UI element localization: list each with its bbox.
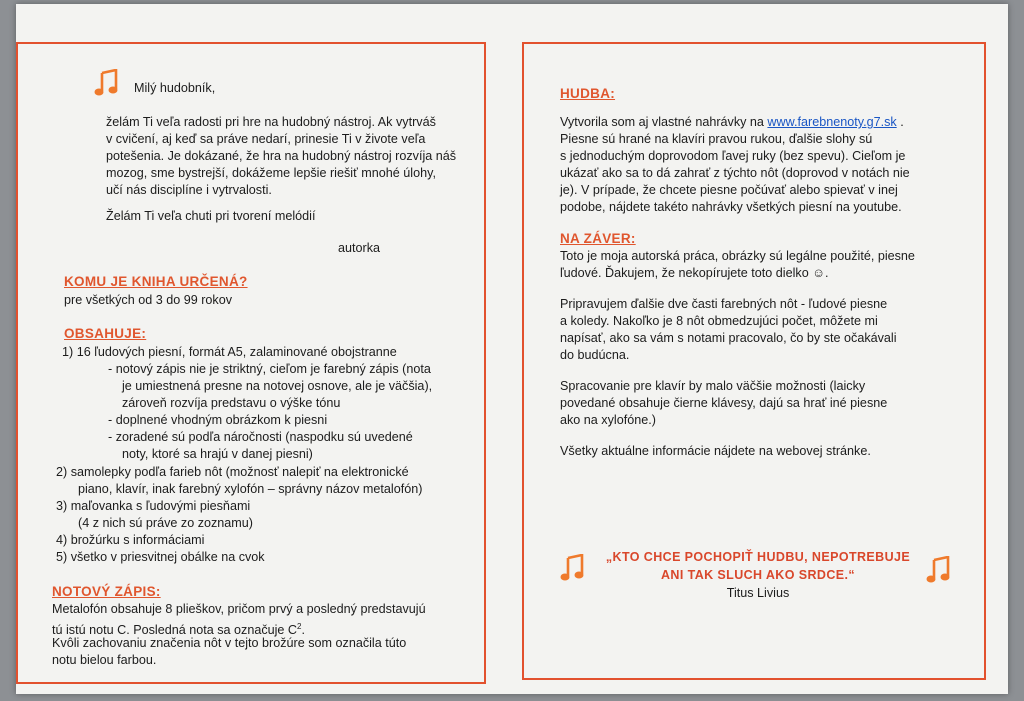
quote-author: Titus Livius <box>726 586 790 600</box>
hudba-line: Vytvorila som aj vlastné nahrávky na www.farebnenoty.g7.sk . <box>560 115 904 129</box>
greeting: Milý hudobník, <box>134 81 216 95</box>
spracovanie-line: povedané obsahuje čierne klávesy, dajú sa hrať iné piesne <box>560 396 888 410</box>
list-item: 4) brožúrku s informáciami <box>56 533 205 547</box>
hudba-line: Piesne sú hrané na klavíri pravou rukou, ďalšie slohy sú <box>560 132 873 146</box>
list-item: piano, klavír, inak farebný xylofón – správny názov metalofón) <box>78 482 423 496</box>
notovy-line: Kvôli zachovaniu značenia nôt v tejto brožúre som označila túto <box>52 636 407 650</box>
brochure-sheet <box>16 4 1008 694</box>
spracovanie-line: Spracovanie pre klavír by malo väčšie možnosti (laicky <box>560 379 866 393</box>
pripravujem-line: Pripravujem ďalšie dve časti farebných nôt - ľudové piesne <box>560 297 888 311</box>
pripravujem-line: napísať, ako sa vám s notami pracovalo, čo by ste očakávali <box>560 331 897 345</box>
quote-line: ANI TAK SLUCH AKO SRDCE.“ <box>660 568 856 582</box>
intro-line: v cvičení, aj keď sa práve nedarí, prinesie Ti v živote veľa <box>106 132 426 146</box>
list-item: - notový zápis nie je striktný, cieľom je farebný zápis (nota <box>108 362 431 376</box>
list-item: 5) všetko v priesvitnej obálke na cvok <box>56 550 265 564</box>
intro-line: mozog, sme bystrejší, dokážeme lepšie riešiť mnohé úlohy, <box>106 166 436 180</box>
website-link[interactable]: www.farebnenoty.g7.sk <box>767 115 897 129</box>
zaver-heading: NA ZÁVER: <box>560 231 636 246</box>
quote-line: „KTO CHCE POCHOPIŤ HUDBU, NEPOTREBUJE <box>605 550 911 564</box>
list-item: - zoradené sú podľa náročnosti (naspodku sú uvedené <box>108 430 413 444</box>
hudba-line: s jednoduchým doprovodom ľavej ruky (bez spevu). Cieľom je <box>560 149 906 163</box>
music-note-icon <box>926 556 952 584</box>
right-panel <box>522 42 986 680</box>
notovy-heading: NOTOVÝ ZÁPIS: <box>52 584 161 599</box>
music-note-icon <box>94 69 120 97</box>
hudba-heading: HUDBA: <box>560 86 616 101</box>
list-item: 3) maľovanka s ľudovými piesňami <box>56 499 251 513</box>
intro-line: želám Ti veľa radosti pri hre na hudobný nástroj. Ak vytrváš <box>106 115 436 129</box>
obsahuje-heading: OBSAHUJE: <box>64 326 147 341</box>
list-item: (4 z nich sú práve zo zoznamu) <box>78 516 253 530</box>
intro-line: učí nás disciplíne i vytrvalosti. <box>106 183 272 197</box>
list-item: zároveň rozvíja predstavu o výške tónu <box>122 396 341 410</box>
hudba-line: podobe, nájdete takéto nahrávky všetkých piesní na youtube. <box>560 200 902 214</box>
list-item: je umiestnená presne na notovej osnove, ale je väčšia), <box>122 379 433 393</box>
komu-heading: KOMU JE KNIHA URČENÁ? <box>64 274 248 289</box>
zaver-line: ľudové. Ďakujem, že nekopírujete toto dielko ☺. <box>560 266 829 280</box>
spracovanie-line: ako na xylofóne.) <box>560 413 656 427</box>
hudba-line: ukázať ako sa to dá zahrať z týchto nôt (doprovod v notách nie <box>560 166 910 180</box>
hudba-line: je). V prípade, že chcete piesne počúvať alebo spievať v inej <box>560 183 898 197</box>
notovy-line: tú istú notu C. Posledná nota sa označuje $C^2$. <box>52 622 305 638</box>
superscript: 2 <box>297 622 302 631</box>
pripravujem-line: a koledy. Nakoľko je 8 nôt obmedzujúci počet, môžete mi <box>560 314 878 328</box>
left-panel <box>16 42 486 684</box>
zaver-line: Toto je moja autorská práca, obrázky sú legálne použité, piesne <box>560 249 915 263</box>
list-item: 1) 16 ľudových piesní, formát A5, zalaminované obojstranne <box>62 345 397 359</box>
wish-line: Želám Ti veľa chuti pri tvorení melódií <box>106 209 316 223</box>
list-item: - doplnené vhodným obrázkom k piesni <box>108 413 328 427</box>
list-item: 2) samolepky podľa farieb nôt (možnosť nalepiť na elektronické <box>56 465 409 479</box>
list-item: noty, ktoré sa hrajú v danej piesni) <box>122 447 313 461</box>
notovy-line: Metalofón obsahuje 8 plieškov, pričom prvý a posledný predstavujú <box>52 602 426 616</box>
signature: autorka <box>338 241 381 255</box>
info-line: Všetky aktuálne informácie nájdete na webovej stránke. <box>560 444 871 458</box>
komu-text: pre všetkých od 3 do 99 rokov <box>64 293 233 307</box>
intro-line: potešenia. Je dokázané, že hra na hudobný nástroj rozvíja náš <box>106 149 457 163</box>
music-note-icon <box>560 554 586 582</box>
pripravujem-line: do budúcna. <box>560 348 630 362</box>
notovy-line: notu bielou farbou. <box>52 653 157 667</box>
